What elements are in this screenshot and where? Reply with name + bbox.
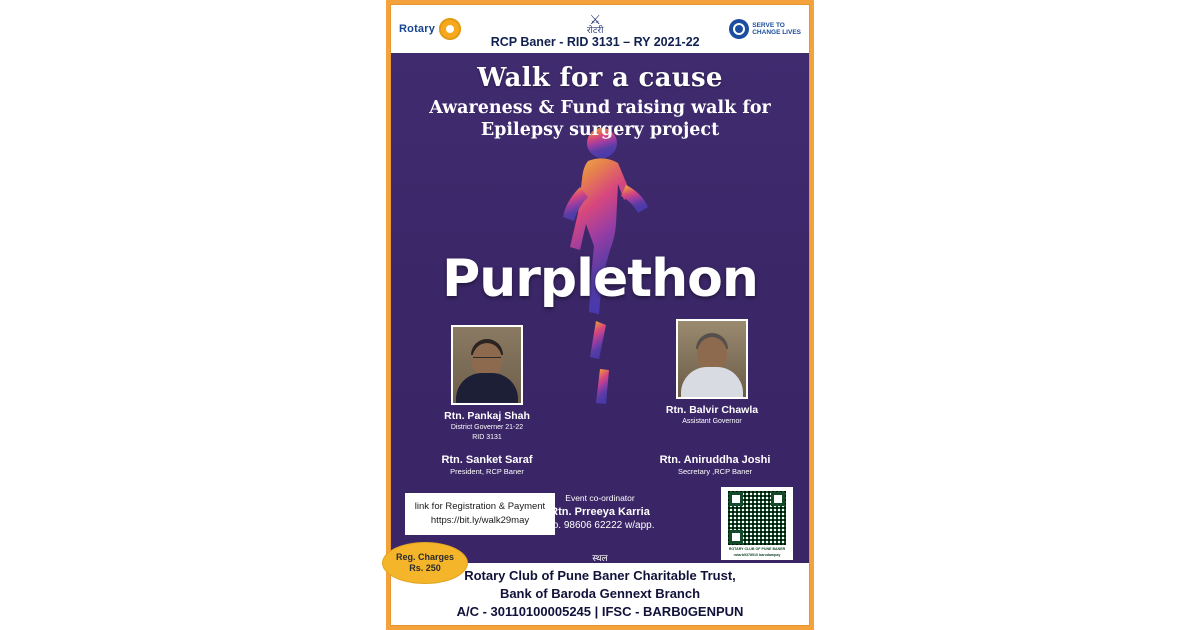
person-card-sanket-saraf — [429, 449, 545, 476]
header-title: RCP Baner - RID 3131 – RY 2021-22 — [490, 34, 700, 49]
rotary-wordmark: Rotary — [399, 23, 436, 35]
person-card-balvir-chawla — [657, 319, 767, 426]
registration-charges-badge — [383, 543, 467, 583]
poster-subtitle — [391, 97, 809, 141]
registration-link-url[interactable]: https://bit.ly/walk29may — [430, 515, 530, 526]
emblem-icon: ⚔ — [589, 11, 601, 27]
person-name: Rtn. Balvir Chawla — [665, 404, 759, 416]
venue-sthal-label: स्थल — [592, 553, 608, 563]
rotary-people-of-action-icon — [729, 19, 749, 39]
person-role-line-1: President, RCP Baner — [450, 467, 524, 476]
avatar — [676, 319, 748, 399]
emblem-caption: रोटरी — [586, 24, 604, 35]
rotary-logo — [399, 18, 461, 40]
person-role-line-1: Secretary ,RCP Baner — [677, 467, 753, 476]
poster-frame — [386, 0, 814, 630]
poster-body — [391, 53, 809, 563]
poster-title: Walk for a cause — [477, 63, 723, 93]
header-center — [461, 11, 729, 49]
district-emblem — [461, 11, 729, 35]
qr-caption-line-3: rotarb9378910 barodampay — [733, 553, 781, 558]
qr-corner-bottom-left — [729, 530, 743, 544]
avatar — [451, 325, 523, 405]
footer-account-details: A/C - 30110100005245 | IFSC - BARB0GENPUN — [456, 604, 744, 619]
qr-code-icon[interactable] — [728, 491, 786, 545]
poster-header — [391, 5, 809, 53]
registration-link-label: link for Registration & Payment — [414, 501, 546, 512]
avatar-head — [697, 337, 727, 371]
serve-to-change-lives — [729, 19, 801, 39]
qr-corner-top-right — [771, 492, 785, 506]
serve-text — [752, 22, 801, 37]
qr-code-block[interactable] — [721, 487, 793, 560]
badge-line-1: Reg. Charges — [395, 552, 455, 562]
coordinator-label: Event co-ordinator — [565, 493, 635, 503]
person-role-line-1: District Governer 21-22 — [450, 424, 524, 431]
poster-subtitle-line-1: Awareness & Fund raising walk for — [429, 98, 771, 118]
footer-bank-branch: Bank of Baroda Gennext Branch — [499, 586, 701, 601]
rotary-wheel-icon — [439, 18, 461, 40]
poster-inner — [390, 4, 810, 626]
person-role-line-1: Assistant Governor — [682, 418, 742, 425]
person-card-pankaj-shah — [439, 325, 535, 442]
serve-line-1: SERVE TO — [752, 21, 785, 29]
person-name: Rtn. Pankaj Shah — [444, 410, 530, 422]
qr-caption-line-1: ROTARY CLUB OF PUNE BANER — [728, 547, 786, 551]
coordinator-phone: No. 98606 62222 w/app. — [545, 520, 655, 531]
person-card-aniruddha-joshi — [645, 449, 785, 476]
person-role-line-2: RID 3131 — [472, 434, 502, 441]
person-name: Rtn. Aniruddha Joshi — [659, 454, 771, 466]
event-coordinator — [546, 493, 655, 531]
avatar-glasses — [473, 357, 501, 365]
badge-line-2: Rs. 250 — [409, 563, 441, 573]
event-name: Purplethon — [442, 249, 758, 309]
qr-corner-top-left — [729, 492, 743, 506]
person-name: Rtn. Sanket Saraf — [441, 454, 533, 466]
serve-line-2: CHANGE LIVES — [752, 29, 801, 36]
title-block — [391, 53, 809, 141]
registration-link-box[interactable] — [405, 493, 555, 535]
coordinator-name: Rtn. Prreeya Karria — [550, 506, 650, 518]
footer-trust-name: Rotary Club of Pune Baner Charitable Trust, — [464, 568, 736, 583]
poster-subtitle-line-2: Epilepsy surgery project — [480, 120, 720, 140]
